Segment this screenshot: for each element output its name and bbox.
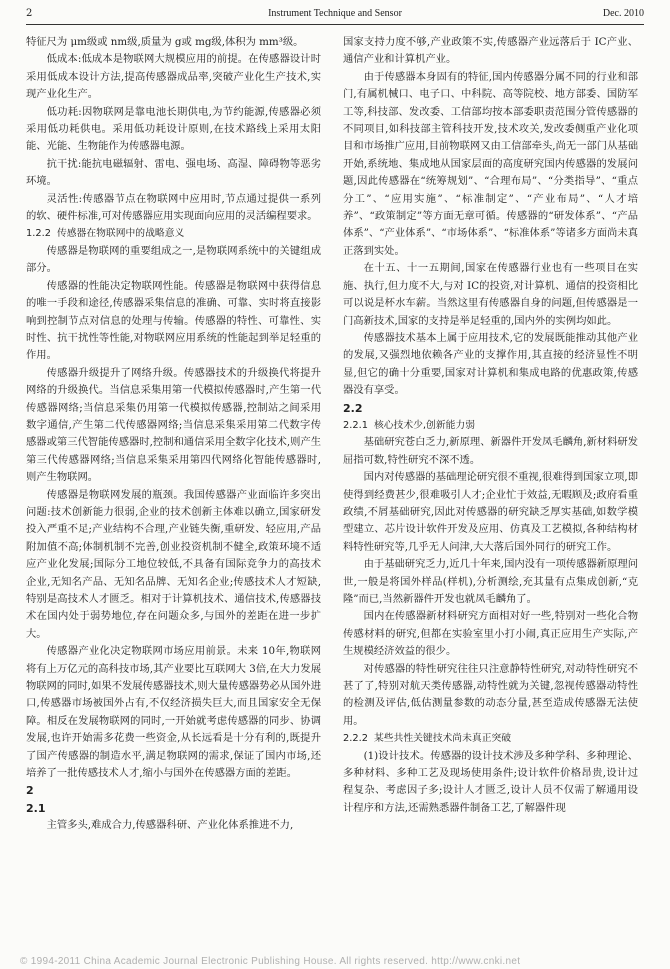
body-paragraph: 传感器的性能决定物联网性能。传感器是物联网中获得信息的唯一手段和途径,传感器采集信息的准确、可靠、实时将直接影响到控制节点对信息的处理与传输。传感器的特性、可靠性、实时性、抗干扰性等性能,对物联网应用系统的性能起到举足轻重的作用。	[26, 279, 321, 362]
subsection-heading	[343, 417, 638, 434]
body-paragraph: 由于传感器本身固有的特征,国内传感器分属不同的行业和部门,有属机械口、电子口、中科院、高等院校、地方部委、国防军工等,科技部、发改委、工信部均按本部委职责范围分管传感器的不同项目,如科技部主管科技开发,技术攻关,发改委侧重产业化项目和市场推广应用,目前物联网又由工信部牵头,尚无一部门从基础开始,系统地、集成地从国家层面的高度研究国内传感器的发展问题,因此传感器在“统筹规划”、“合理布局”、“分类指导”、“重点分工”、“应用实施”、“标准制定”、“产业布局”、“人才培养”、“政策制定”等方面无章可循。传感器的“研发体系”、“产品体系”、“产业体系”、“市场体系”、“标准体系”等诸多方面尚未真正落到实处。	[343, 70, 638, 257]
body-paragraph: 灵活性:传感器节点在物联网中应用时,节点通过提供一系列的软、硬件标准,可对传感器应用实现面向应用的灵活编程要求。	[26, 192, 321, 223]
subsection-title: 传感器在物联网中的战略意义	[56, 228, 185, 240]
body-paragraph: 传感器产业化决定物联网市场应用前景。未来 10年,物联网将有上万亿元的高科技市场,其产业要比互联网大 3倍,在大力发展物联网的同时,如果不发展传感器技术,则大量传感器势必从国外进口,传感器市场被国外占有,不仅经济损失巨大,而且国家安全无保障。相反在发展物联网的同时,一开始就考虑传感器的同步、协调发展,也许开始需多花费一些资金,从长远看是十分有利的,既提升了国产传感器的制造水平,满足物联网的需求,保证了国内市场,还培养了一批传感技术人才,缩小与国外在传感器方面的差距。	[26, 645, 321, 780]
body-paragraph: 对传感器的特性研究往往只注意静特性研究,对动特性研究不甚了了,特别对航天类传感器,动特性就为关键,忽视传感器动特性的检测及评估,低估测量参数的动态分量,甚至造成传感器无法使用。	[343, 662, 638, 727]
body-paragraph: 低功耗:因物联网是靠电池长期供电,为节约能源,传感器必须采用低功耗供电。采用低功耗设计原则,在技术路线上采用太阳能、光能、生物能作为传感器电源。	[26, 105, 321, 153]
running-header	[26, 8, 644, 25]
section-heading: 2.2	[343, 401, 363, 415]
body-paragraph: 抗干扰:能抗电磁辐射、雷电、强电场、高湿、障碍物等恶劣环境。	[26, 157, 321, 188]
section-heading: 2	[26, 784, 34, 798]
subsection-number: 2.2.2	[343, 733, 368, 745]
body-paragraph: 在十五、十一五期间,国家在传感器行业也有一些项目在实施、执行,但力度不大,与对 IC的投资,对计算机、通信的投资相比可以说是杯水车薪。当然这里有传感器自身的问题,但传感器是一门高新技术,国家的支持是举足轻重的,国内外的实例均如此。	[343, 262, 638, 327]
body-paragraph: 特征尺为 μm级或 nm级,质量为 g或 mg级,体积为 mm³级。	[26, 36, 304, 48]
subsection-title: 某些共性关键技术尚未真正突破	[373, 733, 512, 745]
subsection-title: 核心技术少,创新能力弱	[373, 419, 476, 431]
body-paragraph: 国家支持力度不够,产业政策不实,传感器产业远落后于 IC产业、通信产业和计算机产业。	[343, 36, 638, 66]
body-paragraph: 由于基础研究乏力,近几十年来,国内没有一项传感器新原理问世,一般是将国外样品(样机),分析测绘,充其量有点集成创新,“克隆”而已,当然新器件开发也就凤毛麟角了。	[343, 558, 638, 605]
section-heading: 2.1	[26, 801, 46, 815]
page-number: 2	[26, 8, 33, 19]
body-paragraph: 传感器技术基本上属于应用技术,它的发展既能推动其他产业的发展,又强烈地依赖各产业的支撑作用,其直接的经济显性不明显,但它的确十分重要,国家对计算机和集成电路的优惠政策,传感器没有享受。	[343, 331, 638, 397]
body-paragraph: 基础研究苍白乏力,新原理、新器件开发凤毛麟角,新材料研发屈指可数,特性研究不深不透。	[343, 436, 638, 466]
body-paragraph: 低成本:低成本是物联网大规模应用的前提。在传感器设计时采用低成本设计方法,提高传感器成品率,突破产业化生产技术,实现产业化生产。	[26, 53, 321, 101]
issue-date: Dec. 2010	[602, 8, 644, 19]
body-paragraph: 主管多头,难成合力,传感器科研、产业化体系推进不力,	[46, 819, 294, 832]
subsection-heading	[343, 730, 638, 747]
copyright-footer: © 1994-2011 China Academic Journal Electronic Publishing House. All rights reserved. http://www.cnki.net	[20, 956, 521, 967]
body-paragraph: 传感器是物联网的重要组成之一,是物联网系统中的关键组成部分。	[26, 244, 321, 275]
subsection-heading	[26, 225, 321, 242]
journal-title: Instrument Technique and Sensor	[268, 8, 402, 19]
body-paragraph: (1)设计技术。传感器的设计技术涉及多种学科、多种理论、多种材料、多种工艺及现场使用条件;设计软件价格昂贵,设计过程复杂、考虑因子多;设计人才匮乏,设计人员不仅需了解通用设计程序和方法,还需熟悉器件制备工艺,了解器件现	[343, 749, 638, 814]
body-paragraph: 传感器升级提升了网络升级。传感器技术的升级换代将提升网络的升级换代。当信息采集用第一代模拟传感器时,产生第一代传感器网络;当信息采集仍用第一代模拟传感器,控制站之间采用数字通信,产生第二代传感器网络;当信息采集采用第二代数字传感器或第三代智能传感器时,控制和通信采用全数字化技术,则产生第三代传感器网络;当信息采集采用第四代网络化智能传感器时,则产生物联网。	[26, 366, 321, 484]
body-paragraph: 国内在传感器新材料研究方面相对好一些,特别对一些化合物传感材料的研究,但都在实验室里小打小闹,真正应用生产实际,产生规模经济效益的很少。	[343, 610, 638, 658]
subsection-number: 1.2.2	[26, 228, 51, 240]
left-column	[26, 34, 321, 835]
body-paragraph: 传感器是物联网发展的瓶颈。我国传感器产业面临许多突出问题:技术创新能力很弱,企业的技术创新主体难以确立,国家研发投入严重不足;产业结构不合理,产业链失衡,重研发、轻应用,产品附加值不高;体制机制不完善,创业投资机制不健全,政策环境不适应产业化发展;国际分工地位较低,不具备有国际竞争力的高技术企业,无知名产品、无知名品牌、无知名企业;传感技术人才短缺,特别是高技术人才匮乏。相对于计算机技术、通信技术,传感器技术在国内处于弱势地位,存在问题众多,与国外的差距在进一步扩大。	[26, 488, 321, 640]
subsection-number: 2.2.1	[343, 419, 368, 431]
body-paragraph: 国内对传感器的基础理论研究很不重视,很难得到国家立项,即使得到经费甚少,很难吸引人才;企业忙于效益,无暇顾及;政府看重政绩,不屑基础研究,因此对传感器的研究缺乏厚实基础,如数学模型建立、芯片设计软件开发及应用、仿真及工艺模拟,各种结构材料特性研究等,几乎无人问津,大大落后国外同行的研究工作。	[343, 471, 638, 553]
right-column	[343, 34, 638, 817]
